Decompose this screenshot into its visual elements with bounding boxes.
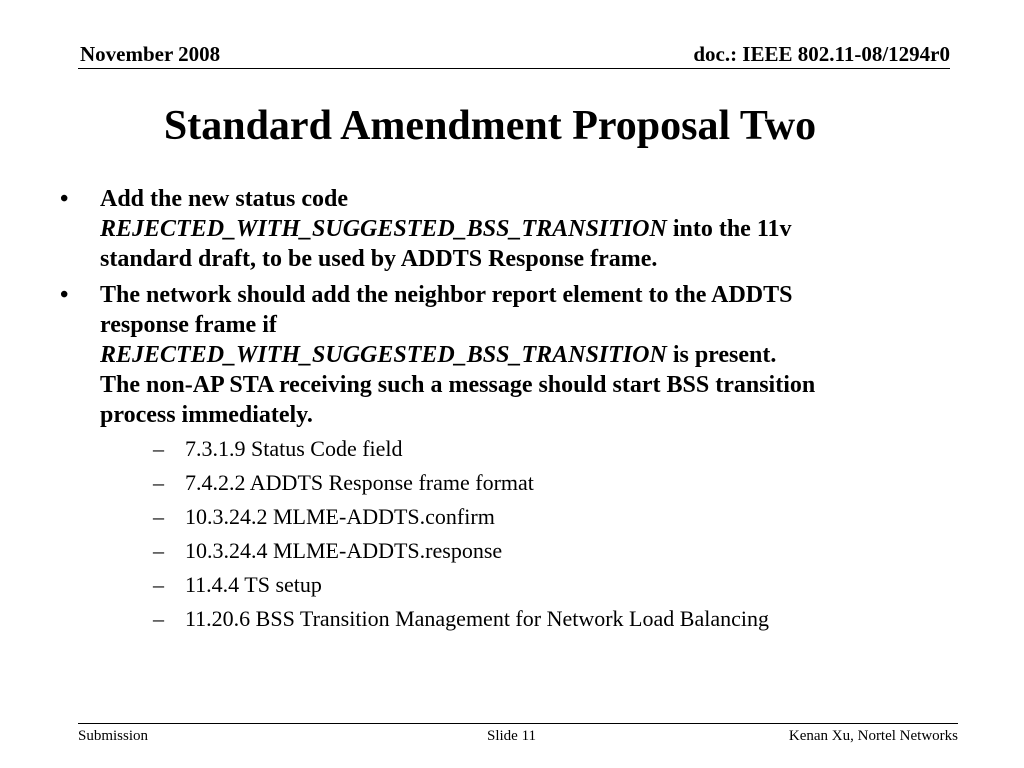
sub-item-text: 11.20.6 BSS Transition Management for Network Load Balancing: [185, 606, 769, 631]
sub-item: [100, 466, 960, 500]
sub-item-marker: –: [153, 470, 164, 495]
footer-slide-number: Slide 11: [487, 728, 537, 744]
bullet-line: [100, 214, 960, 244]
bullet-line: The non-AP STA receiving such a message should start BSS transition: [100, 372, 816, 398]
bullet-line: Add the new status code: [100, 186, 349, 212]
bullet-item: [60, 184, 960, 274]
sub-item-text: 7.3.1.9 Status Code field: [185, 436, 403, 461]
bullet-marker: •: [60, 186, 69, 212]
sub-item-marker: –: [153, 606, 164, 631]
status-code-italic: REJECTED_WITH_SUGGESTED_BSS_TRANSITION: [100, 342, 667, 368]
bullet-item: [60, 280, 960, 636]
bullet-line: process immediately.: [100, 402, 313, 428]
bullet-text: into the 11v: [666, 216, 792, 242]
sub-item-marker: –: [153, 538, 164, 563]
bullet-line: The network should add the neighbor report element to the ADDTS: [100, 282, 793, 308]
bullet-line: [100, 340, 960, 370]
sub-item-marker: –: [153, 504, 164, 529]
sub-item: [100, 500, 960, 534]
bullet-line: standard draft, to be used by ADDTS Response frame.: [100, 246, 658, 272]
header-doc-id: doc.: IEEE 802.11-08/1294r0: [693, 42, 950, 66]
sub-item: [100, 602, 960, 636]
sub-item-text: 10.3.24.4 MLME-ADDTS.response: [185, 538, 503, 563]
sub-item-text: 10.3.24.2 MLME-ADDTS.confirm: [185, 504, 495, 529]
footer-submission: Submission: [78, 728, 149, 744]
sub-item-marker: –: [153, 572, 164, 597]
sub-item-list: [100, 432, 960, 636]
sub-item-marker: –: [153, 436, 164, 461]
footer-divider: [78, 723, 958, 724]
sub-item: [100, 534, 960, 568]
sub-item: [100, 568, 960, 602]
sub-item: [100, 432, 960, 466]
sub-item-text: 7.4.2.2 ADDTS Response frame format: [185, 470, 534, 495]
header-date: November 2008: [80, 42, 221, 66]
footer-author: Kenan Xu, Nortel Networks: [788, 728, 958, 744]
bullet-line: response frame if: [100, 312, 277, 338]
bullet-marker: •: [60, 282, 69, 308]
slide-title: Standard Amendment Proposal Two: [163, 103, 817, 149]
status-code-italic: REJECTED_WITH_SUGGESTED_BSS_TRANSITION: [100, 216, 667, 242]
slide-body: [60, 184, 960, 642]
header-divider: [78, 68, 950, 69]
sub-item-text: 11.4.4 TS setup: [185, 572, 322, 597]
bullet-text: is present.: [666, 342, 777, 368]
